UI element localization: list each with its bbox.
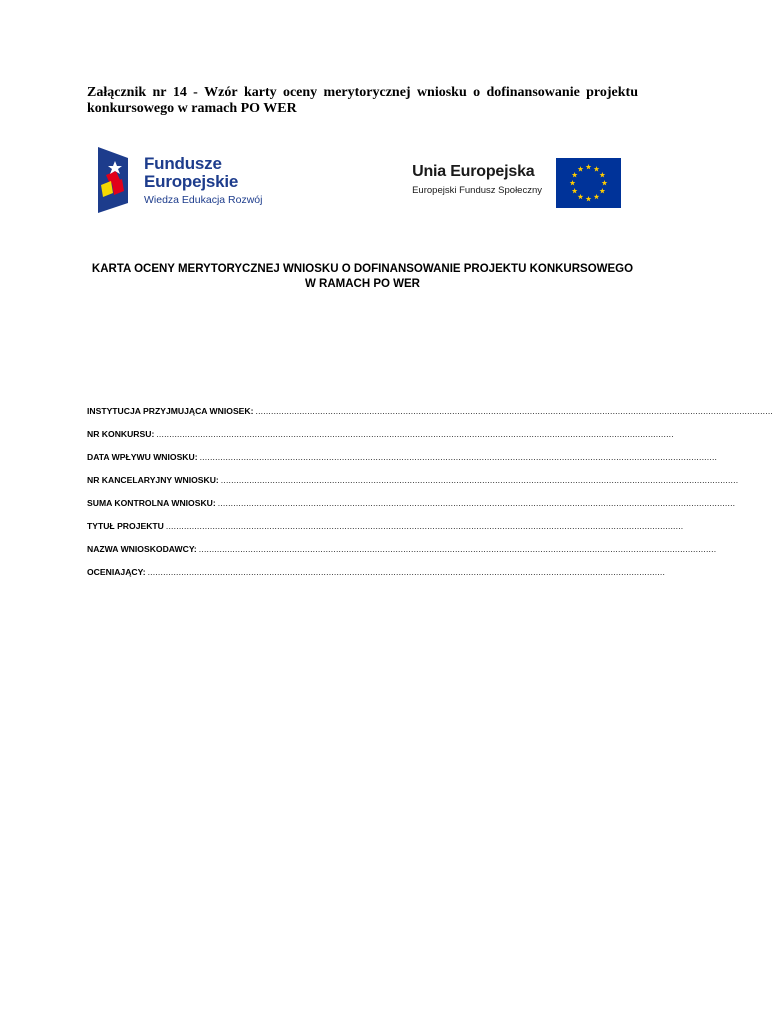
fill-in-line[interactable]: ........................................................................................................................................................................................................ [255,406,773,416]
field-label: INSTYTUCJA PRZYJMUJĄCA WNIOSEK: [87,406,254,416]
fe-name-line2: Europejskie [144,172,239,191]
fill-in-line[interactable]: ........................................................................................................................................................................................................ [198,544,717,554]
header-word: karty [243,85,277,100]
fe-program: Wiedza Edukacja Rozwój [144,194,263,206]
fill-in-line[interactable]: ........................................................................................................................................................................................................ [147,567,666,577]
field-label: OCENIAJĄCY: [87,567,146,577]
field-row [87,521,684,532]
field-label: DATA WPŁYWU WNIOSKU: [87,452,198,462]
field-row [87,406,773,417]
field-row [87,452,718,463]
page-title-line1: KARTA OCENY MERYTORYCZNEJ WNIOSKU O DOFINANSOWANIE PROJEKTU KONKURSOWEGO [91,263,634,275]
fundusze-europejskie-logo-icon [98,147,134,213]
form-fields [87,406,773,590]
header-word: - [193,85,198,100]
header-word: wniosku [416,85,467,100]
fill-in-line[interactable]: ........................................................................................................................................................................................................ [220,475,739,485]
fill-in-line[interactable]: ........................................................................................................................................................................................................ [199,452,718,462]
field-row [87,475,739,486]
header-word: Wzór [204,85,238,100]
fe-name-line1: Fundusze [144,154,222,173]
attachment-header [87,85,638,117]
attachment-header-line1 [87,85,638,101]
header-word: oceny [282,85,318,100]
header-word: dofinansowanie [486,85,580,100]
header-word: merytorycznej [323,85,411,100]
field-row [87,544,717,555]
field-label: NR KONKURSU: [87,429,155,439]
page-title [80,262,645,292]
header-word: 14 [172,85,187,100]
fill-in-line[interactable]: ........................................................................................................................................................................................................ [217,498,736,508]
field-row [87,429,674,440]
header-word: o [473,85,481,100]
eu-flag-icon [556,158,621,208]
header-word: projektu [586,85,638,100]
fundusze-europejskie-text [144,155,262,207]
header-word: nr [152,85,167,100]
field-label: TYTUŁ PROJEKTU [87,521,164,531]
unia-europejska-text [412,163,542,197]
fill-in-line[interactable]: ........................................................................................................................................................................................................ [156,429,674,439]
ue-name: Unia Europejska [412,163,535,180]
field-row [87,498,736,509]
field-row [87,567,666,578]
attachment-header-line2: konkursowego w ramach PO WER [87,101,297,116]
ue-fund: Europejski Fundusz Społeczny [412,185,542,196]
page-title-line2: W RAMACH PO WER [305,278,420,290]
fill-in-line[interactable]: ........................................................................................................................................................................................................ [165,521,684,531]
header-word: Załącznik [87,85,147,100]
field-label: NR KANCELARYJNY WNIOSKU: [87,475,219,485]
field-label: NAZWA WNIOSKODAWCY: [87,544,197,554]
field-label: SUMA KONTROLNA WNIOSKU: [87,498,216,508]
